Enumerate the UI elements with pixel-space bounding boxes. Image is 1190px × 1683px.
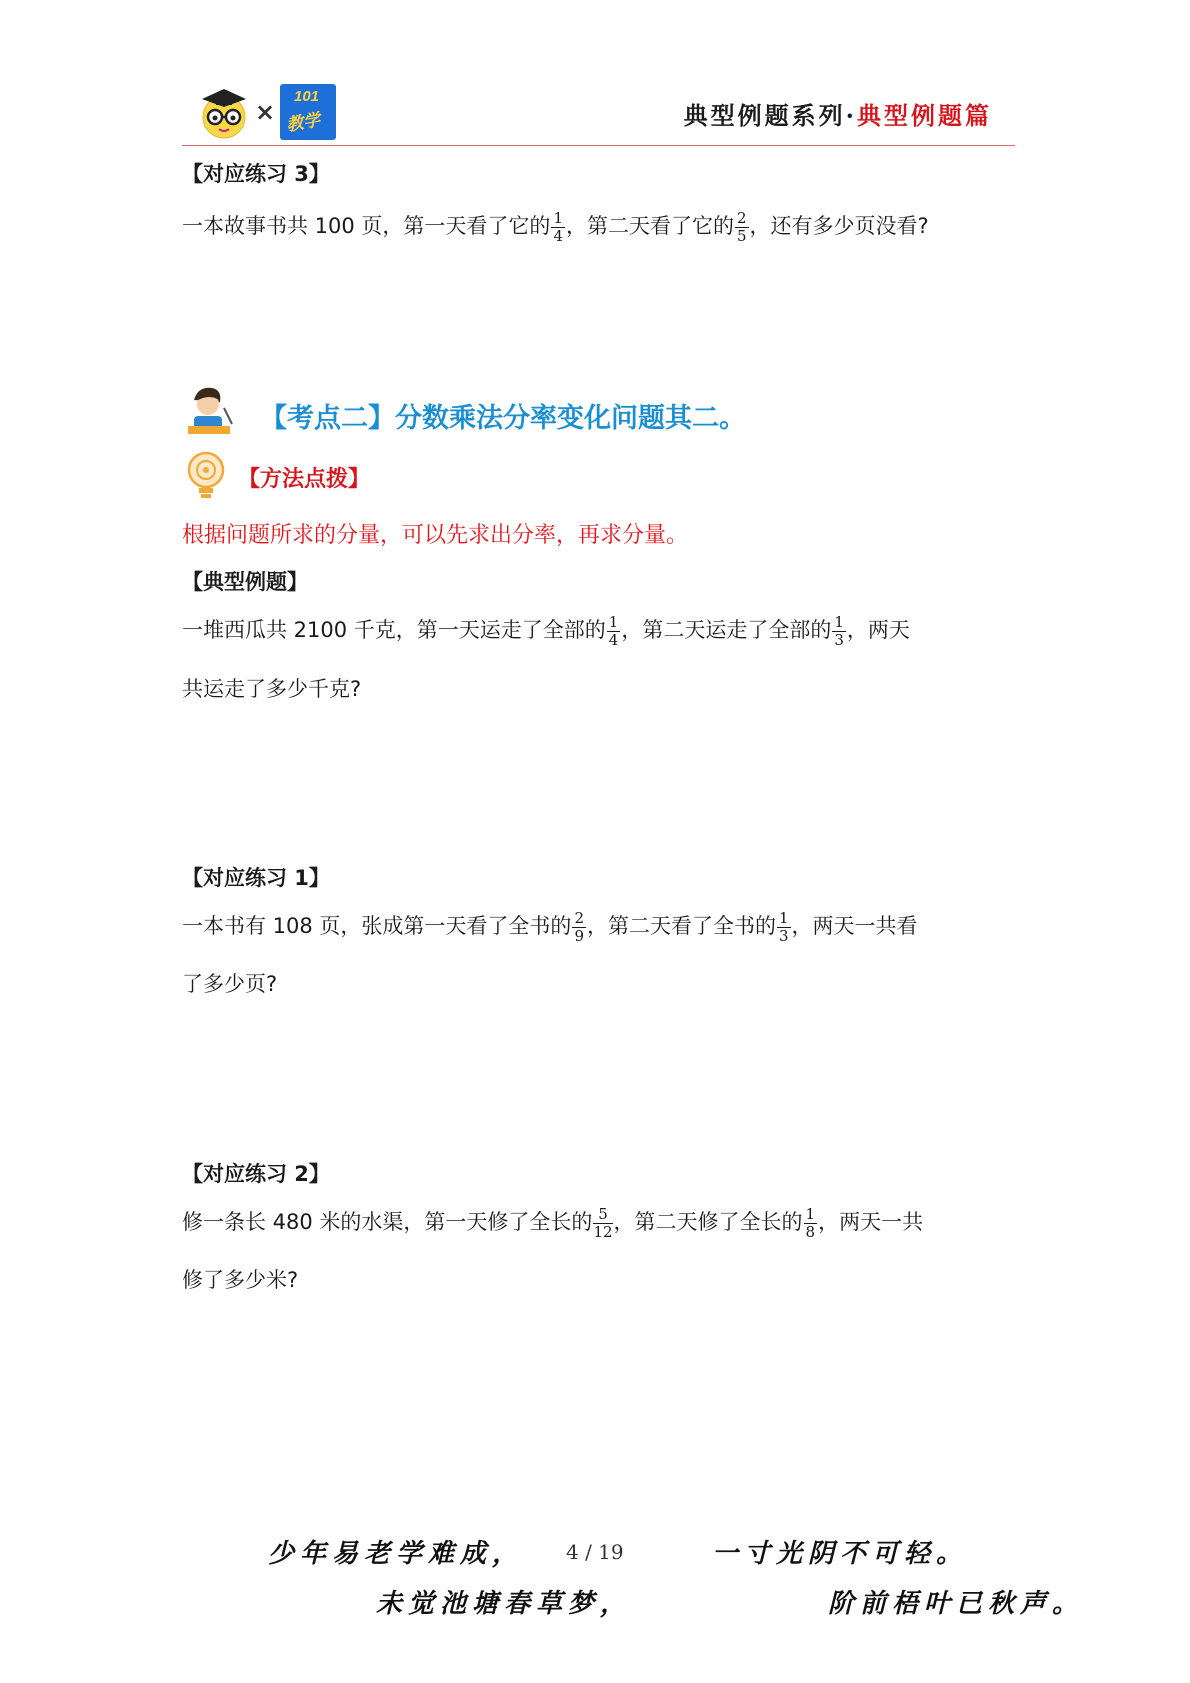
- numerator: 1: [834, 612, 844, 631]
- numerator: 2: [574, 908, 584, 927]
- fraction: [804, 1204, 818, 1241]
- fraction: [735, 208, 749, 245]
- text-segment: ，两天: [846, 618, 910, 642]
- fraction: [572, 908, 586, 945]
- denominator: 3: [834, 630, 844, 649]
- text-segment: ，两天一共看: [791, 914, 918, 938]
- example-text-line-2: 共运走了多少千克?: [182, 677, 362, 701]
- numerator: 1: [805, 1204, 816, 1223]
- exercise-3-text: [182, 210, 929, 244]
- student-icon: [184, 384, 234, 436]
- fraction: [777, 908, 791, 945]
- topic-title: 【考点二】分数乘法分率变化问题其二。: [260, 403, 746, 434]
- denominator: 5: [736, 226, 747, 245]
- poem-line-2: 一寸光阴不可轻。: [712, 1539, 969, 1569]
- brand-logo-text: 教学: [284, 110, 322, 136]
- brand-logo: [280, 84, 336, 140]
- numerator: 2: [736, 208, 747, 227]
- numerator: 1: [778, 908, 789, 927]
- denominator: 4: [553, 226, 563, 245]
- denominator: 9: [574, 926, 584, 945]
- fraction: [832, 612, 846, 649]
- denominator: 3: [778, 926, 789, 945]
- text-segment: ，第二天运走了全部的: [621, 618, 832, 642]
- example-heading: 【典型例题】: [182, 570, 308, 594]
- denominator: 12: [593, 1222, 613, 1241]
- header-divider: [182, 145, 1015, 146]
- fraction: [551, 208, 565, 245]
- fraction: [607, 612, 621, 649]
- series-title-main: 典型例题系列·: [683, 101, 857, 130]
- poem-line-4: 阶前梧叶已秋声。: [828, 1589, 1085, 1619]
- exercise-3-heading: 【对应练习 3】: [182, 162, 330, 186]
- text-segment: ，第二天看了它的: [565, 214, 734, 238]
- text-segment: 一堆西瓜共 2100 千克，第一天运走了全部的: [182, 618, 606, 642]
- fraction: [593, 1204, 613, 1241]
- method-heading: 【方法点拨】: [238, 467, 371, 492]
- owl-logo-icon: [198, 85, 250, 139]
- text-segment: ，两天一共: [818, 1210, 924, 1234]
- series-title-sub: 典型例题篇: [857, 101, 992, 130]
- text-segment: 一本故事书共 100 页，第一天看了它的: [182, 214, 551, 238]
- poem-line-3: 未觉池塘春草梦，: [376, 1589, 633, 1619]
- exercise-1-heading: 【对应练习 1】: [182, 866, 330, 890]
- brand-logo-number: 101: [294, 88, 320, 105]
- exercise-1-text-line-1: [182, 910, 918, 944]
- example-text-line-1: [182, 614, 910, 648]
- text-segment: 一本书有 108 页，张成第一天看了全书的: [182, 914, 572, 938]
- exercise-1-text-line-2: 了多少页?: [182, 972, 278, 996]
- series-title: [684, 96, 992, 131]
- text-segment: 修一条长 480 米的水渠，第一天修了全长的: [182, 1210, 593, 1234]
- numerator: 1: [553, 208, 563, 227]
- exercise-2-heading: 【对应练习 2】: [182, 1162, 330, 1186]
- text-segment: ，第二天看了全书的: [586, 914, 776, 938]
- denominator: 4: [608, 630, 619, 649]
- text-segment: ，第二天修了全长的: [613, 1210, 803, 1234]
- poem-line-1: 少年易老学难成，: [268, 1539, 525, 1569]
- exercise-2-text-line-1: [182, 1206, 923, 1240]
- page-number: 4 / 19: [566, 1540, 624, 1564]
- times-symbol: ×: [255, 98, 276, 126]
- numerator: 1: [608, 612, 619, 631]
- numerator: 5: [593, 1207, 612, 1224]
- denominator: 8: [805, 1222, 816, 1241]
- text-segment: ，还有多少页没看?: [749, 214, 929, 238]
- method-text: 根据问题所求的分量，可以先求出分率，再求分量。: [182, 523, 689, 548]
- lightbulb-icon: [186, 450, 226, 502]
- exercise-2-text-line-2: 修了多少米?: [182, 1268, 299, 1292]
